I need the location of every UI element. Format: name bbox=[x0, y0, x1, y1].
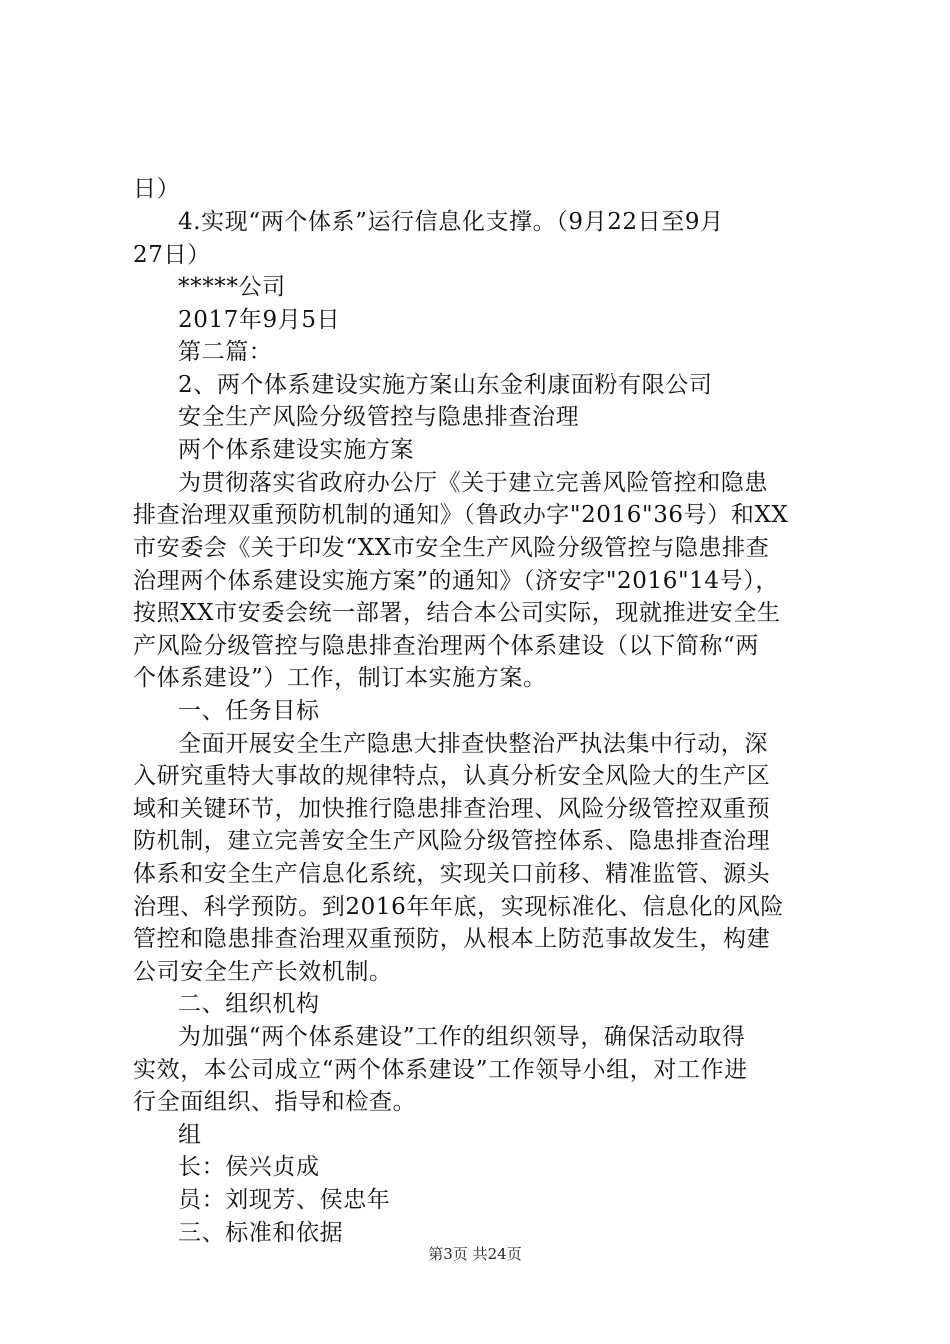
text-line: 防机制，建立完善安全生产风险分级管控体系、隐患排查治理 bbox=[133, 828, 771, 854]
text-line: 排查治理双重预防机制的通知》（鲁政办字"2016"36号）和XX bbox=[133, 502, 789, 528]
document-title-line: 两个体系建设实施方案 bbox=[178, 437, 414, 463]
text-line: 为加强“两个体系建设”工作的组织领导，确保活动取得 bbox=[178, 1024, 746, 1050]
text-line: 市安委会《关于印发“XX市安全生产风险分级管控与隐患排查 bbox=[133, 535, 770, 561]
page-number-footer: 第3页 共24页 bbox=[428, 1245, 522, 1263]
text-line: 组 bbox=[178, 1122, 202, 1148]
section-heading: 三、标准和依据 bbox=[178, 1220, 344, 1246]
section-heading: 二、组织机构 bbox=[178, 991, 320, 1017]
text-line: 2017年9月5日 bbox=[178, 307, 341, 333]
document-title-line: 安全生产风险分级管控与隐患排查治理 bbox=[178, 404, 580, 430]
text-line: 实效，本公司成立“两个体系建设”工作领导小组，对工作进 bbox=[133, 1057, 748, 1083]
text-line: 管控和隐患排查治理双重预防，从根本上防范事故发生，构建 bbox=[133, 926, 771, 952]
text-line: 公司安全生产长效机制。 bbox=[133, 959, 393, 985]
text-line: 治理两个体系建设实施方案”的通知》（济安字"2016"14号）， bbox=[133, 568, 779, 594]
text-line: 27日） bbox=[133, 242, 211, 268]
text-line: 入研究重特大事故的规律特点，认真分析安全风险大的生产区 bbox=[133, 763, 771, 789]
text-line: 全面开展安全生产隐患大排查快整治严执法集中行动，深 bbox=[178, 731, 768, 757]
section-heading: 一、任务目标 bbox=[178, 698, 320, 724]
text-line: 产风险分级管控与隐患排查治理两个体系建设（以下简称“两 bbox=[133, 633, 759, 659]
text-line: 按照XX市安委会统一部署，结合本公司实际，现就推进安全生 bbox=[133, 600, 781, 626]
text-line: 员：刘现芳、侯忠年 bbox=[178, 1187, 391, 1213]
text-line: *****公司 bbox=[178, 274, 286, 300]
document-title-line: 2、两个体系建设实施方案山东金利康面粉有限公司 bbox=[178, 372, 713, 398]
text-line: 域和关键环节，加快推行隐患排查治理、风险分级管控双重预 bbox=[133, 796, 771, 822]
text-line: 体系和安全生产信息化系统，实现关口前移、精准监管、源头 bbox=[133, 861, 771, 887]
text-line: 为贯彻落实省政府办公厅《关于建立完善风险管控和隐患 bbox=[178, 470, 768, 496]
text-line: 长：侯兴贞成 bbox=[178, 1154, 320, 1180]
text-line: 行全面组织、指导和检查。 bbox=[133, 1089, 417, 1115]
text-line: 治理、科学预防。到2016年年底，实现标准化、信息化的风险 bbox=[133, 894, 784, 920]
text-line: 个体系建设”）工作，制订本实施方案。 bbox=[133, 665, 547, 691]
text-line: 4.实现“两个体系”运行信息化支撑。（9月22日至9月 bbox=[178, 209, 724, 235]
text-line: 日） bbox=[133, 176, 181, 202]
section-heading: 第二篇： bbox=[178, 339, 273, 365]
